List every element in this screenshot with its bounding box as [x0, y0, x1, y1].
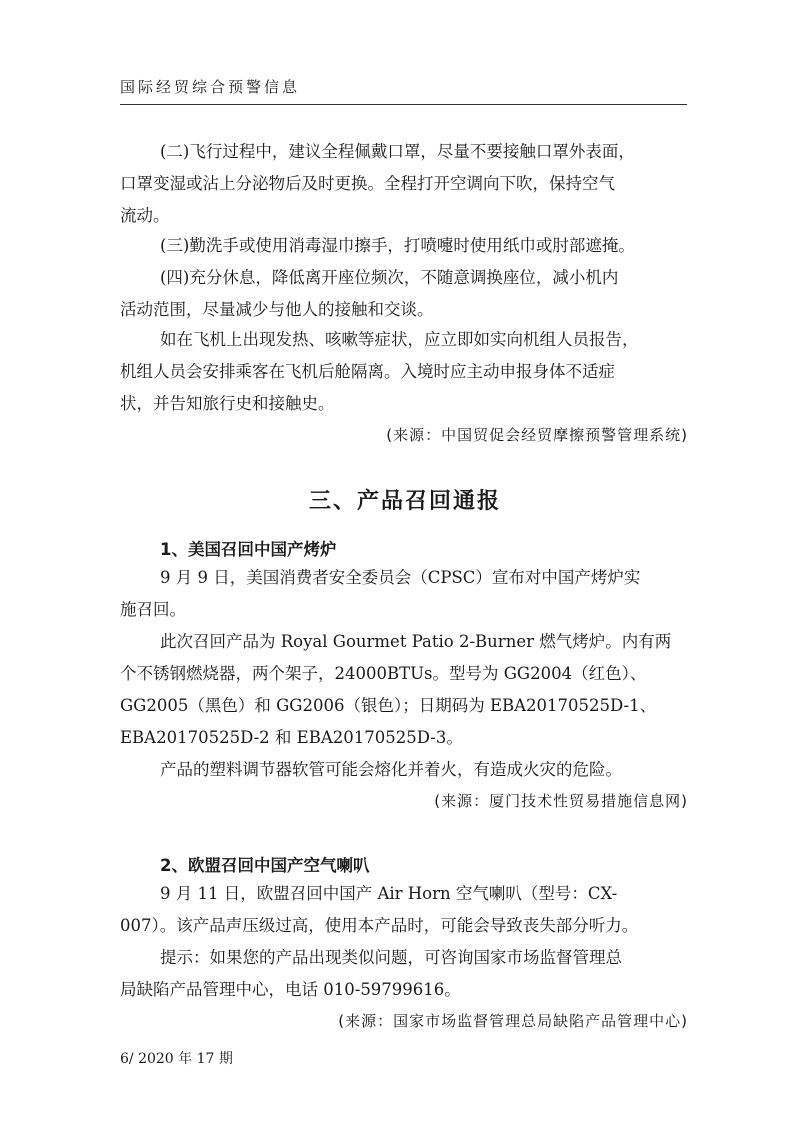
- paragraph: [120, 262, 688, 326]
- text-line: 流动。: [120, 206, 170, 225]
- header-rule: [120, 104, 687, 105]
- text-line: 提示：如果您的产品出现类似问题，可咨询国家市场监督管理总: [160, 948, 622, 967]
- text-line: EBA20170525D-2 和 EBA20170525D-3。: [120, 728, 463, 747]
- text-line: 此次召回产品为 Royal Gourmet Patio 2-Burner 燃气烤炉。内有两: [160, 632, 672, 651]
- page-footer: 6/ 2020 年 17 期: [120, 1051, 233, 1067]
- text-line: 活动范围，尽量减少与他人的接触和交谈。: [120, 300, 434, 319]
- paragraph: [120, 230, 688, 262]
- paragraph: [120, 136, 688, 232]
- paragraph: [120, 324, 688, 420]
- text-line: (四)充分休息，降低离开座位频次，不随意调换座位，减小机内: [160, 268, 619, 287]
- text-line: 产品的塑料调节器软管可能会熔化并着火，有造成火灾的危险。: [160, 760, 622, 779]
- text-line: (二)飞行过程中，建议全程佩戴口罩，尽量不要接触口罩外表面，: [160, 142, 635, 161]
- text-line: 如在飞机上出现发热、咳嗽等症状，应立即如实向机组人员报告，: [160, 330, 639, 349]
- text-line: 局缺陷产品管理中心，电话 010-59799616。: [120, 980, 461, 999]
- text-line: (三)勤洗手或使用消毒湿巾擦手，打喷嚏时使用纸巾或肘部遮掩。: [160, 236, 635, 255]
- text-line: 口罩变湿或沾上分泌物后及时更换。全程打开空调向下吹，保持空气: [120, 174, 615, 193]
- text-line: 机组人员会安排乘客在飞机后舱隔离。入境时应主动申报身体不适症: [120, 362, 615, 381]
- paragraph: [120, 562, 688, 626]
- subheading: 1、美国召回中国产烤炉: [160, 540, 337, 559]
- paragraph: [120, 942, 688, 1006]
- source-note: (来源：厦门技术性贸易措施信息网): [434, 792, 688, 810]
- source-note: (来源：中国贸促会经贸摩擦预警管理系统): [386, 426, 688, 444]
- text-line: 状，并告知旅行史和接触史。: [120, 394, 335, 413]
- text-line: 9 月 9 日，美国消费者安全委员会（CPSC）宣布对中国产烤炉实: [160, 568, 641, 587]
- text-line: 施召回。: [120, 600, 186, 619]
- source-note: (来源：国家市场监督管理总局缺陷产品管理中心): [338, 1012, 688, 1030]
- text-line: 个不锈钢燃烧器，两个架子，24000BTUs。型号为 GG2004（红色）、: [120, 664, 647, 683]
- subheading: 2、欧盟召回中国产空气喇叭: [160, 856, 370, 875]
- paragraph: [120, 754, 688, 786]
- running-header: 国际经贸综合预警信息: [120, 78, 301, 96]
- text-line: 007）。该产品声压级过高，使用本产品时，可能会导致丧失部分听力。: [120, 916, 639, 935]
- text-line: GG2005（黑色）和 GG2006（银色）；日期码为 EBA20170525D-1、: [120, 696, 657, 715]
- section-title: 三、产品召回通报: [308, 489, 501, 514]
- paragraph: [120, 626, 688, 754]
- paragraph: [120, 878, 688, 942]
- text-line: 9 月 11 日，欧盟召回中国产 Air Horn 空气喇叭（型号：CX-: [160, 884, 618, 903]
